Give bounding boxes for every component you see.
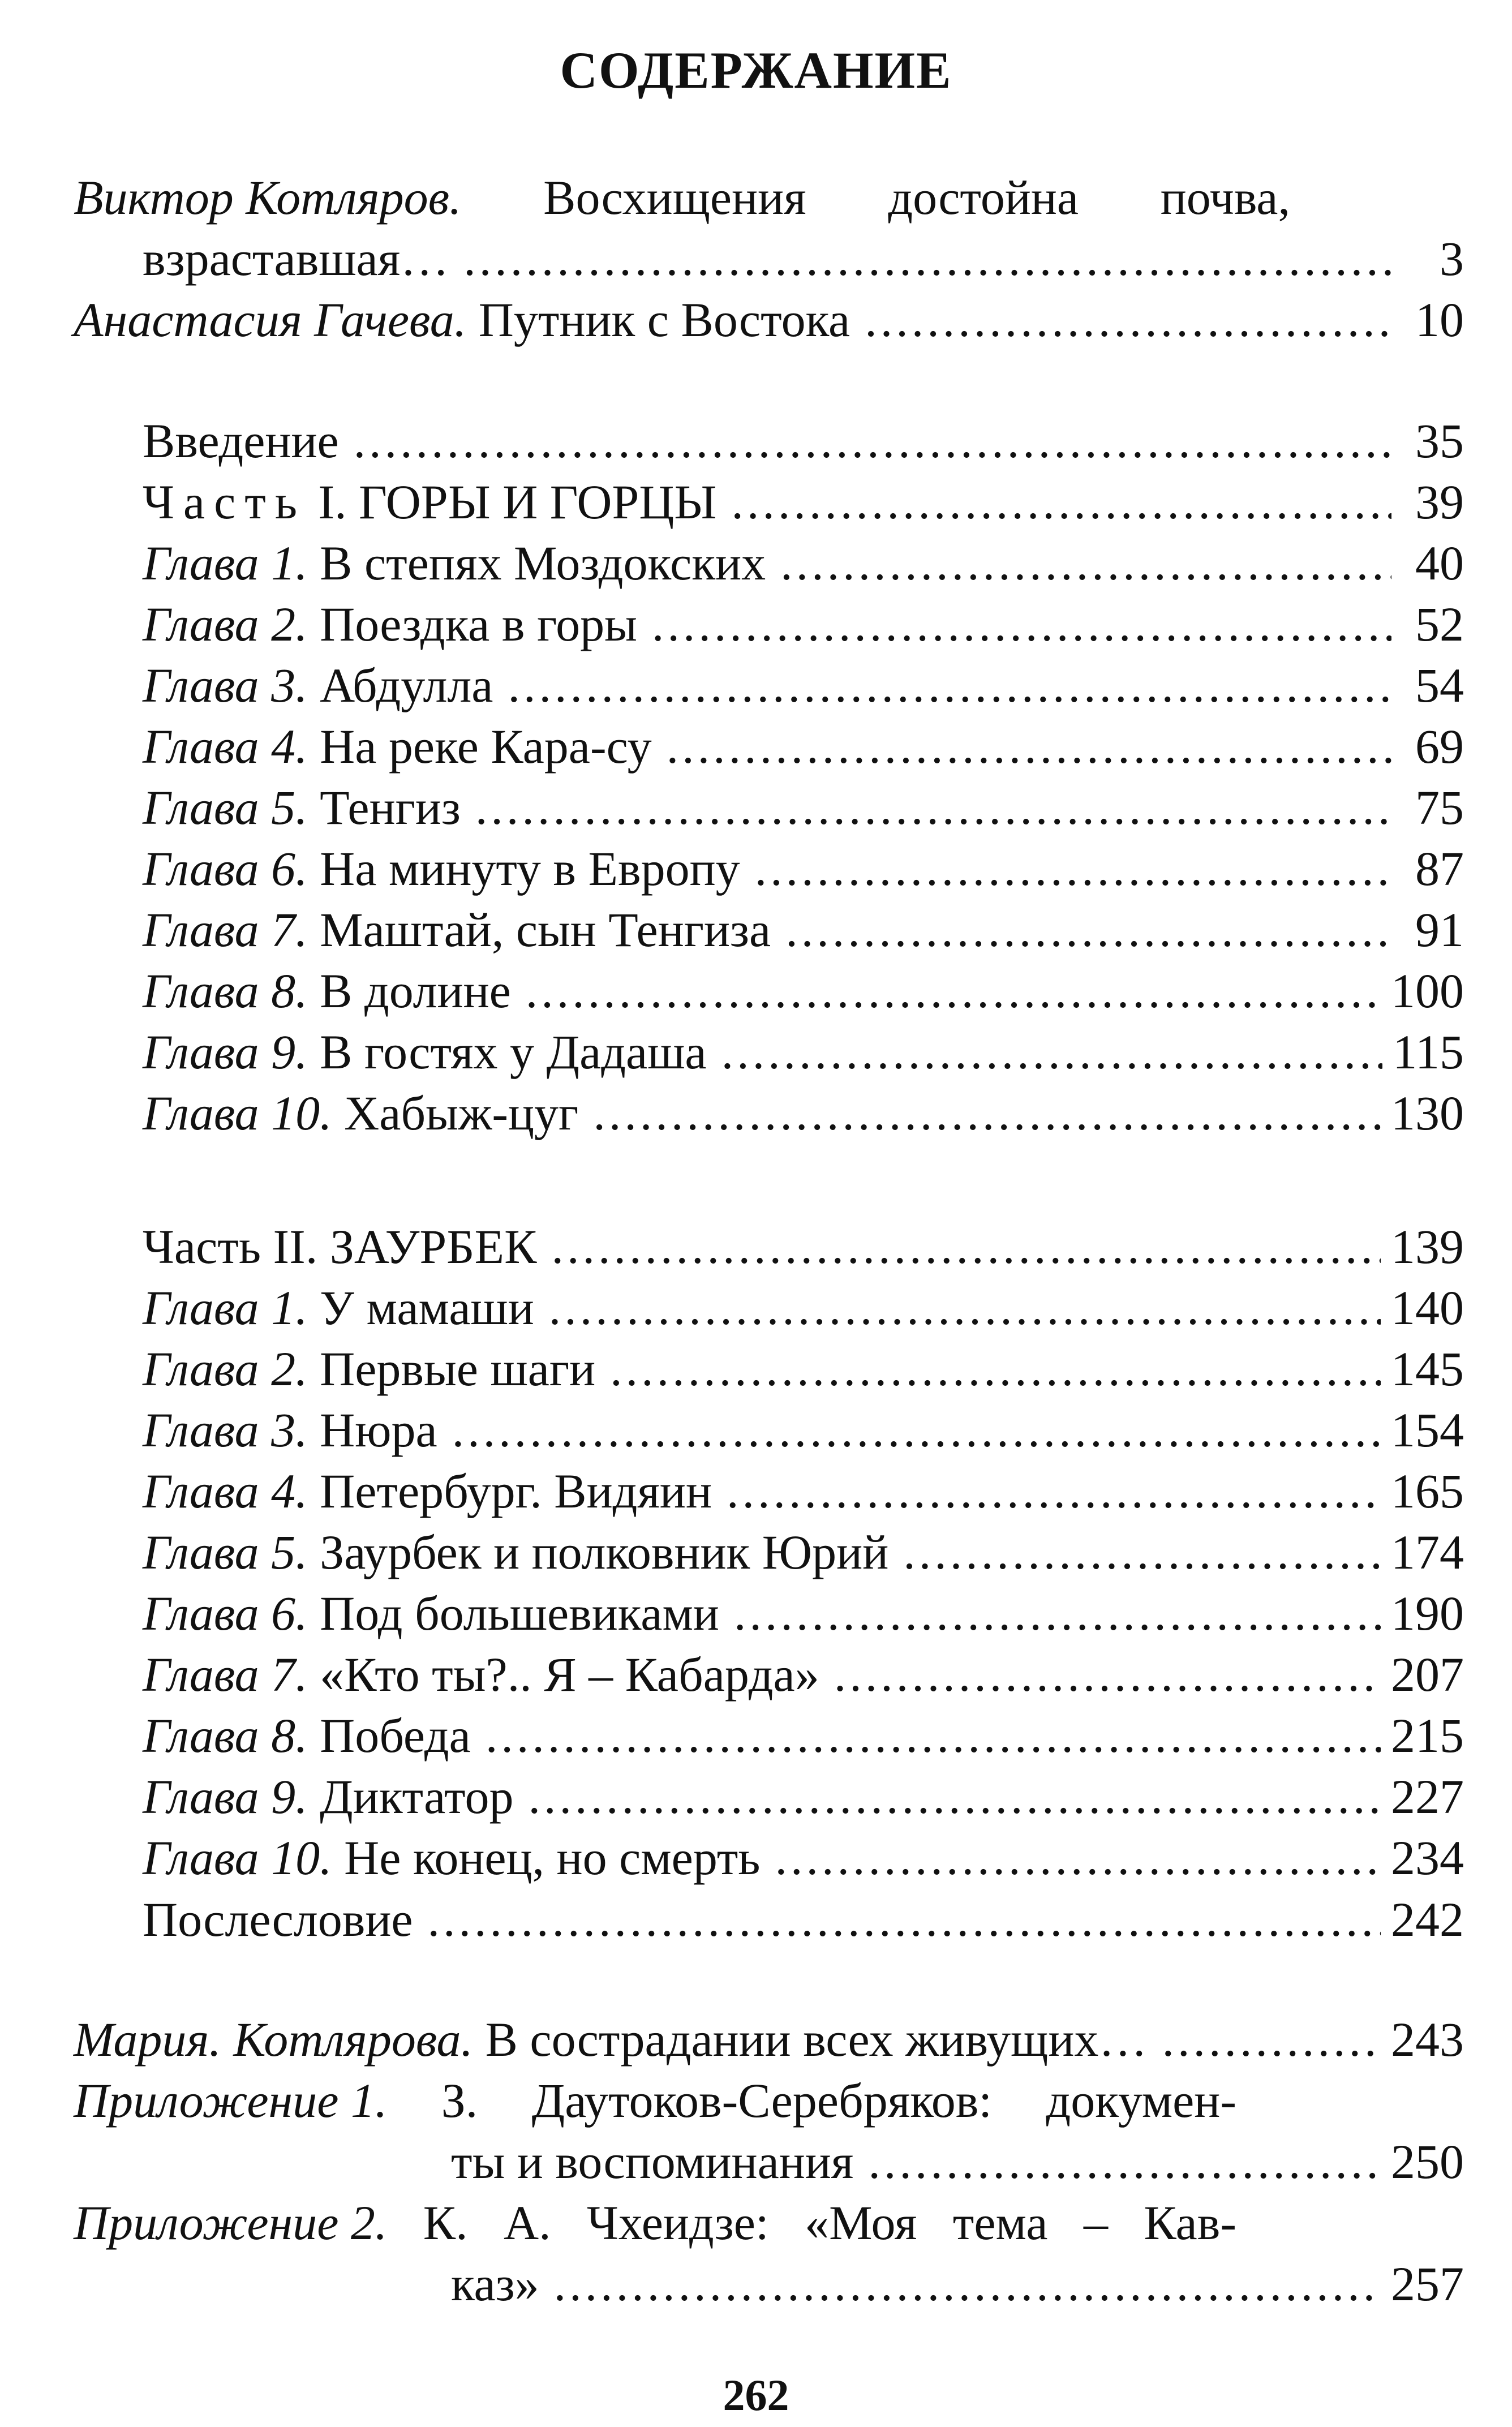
entry-title [143,781,461,835]
toc-entry-chapter [143,1342,1464,1396]
toc-entry-afterword [143,1893,1464,1947]
dot-leader [865,293,1391,347]
toc-entry-kotlyarova [74,2013,1464,2067]
chapter-title: Первые шаги [320,1342,596,1396]
title-word: – [1083,2196,1108,2250]
entry-title [143,1526,888,1579]
toc-entry-chapter [143,964,1464,1018]
page-ref: 139 [1391,1219,1464,1274]
title-word: достойна [888,170,1079,225]
toc-entry-part2 [143,1220,1464,1274]
page-ref: 39 [1415,475,1464,529]
page-title: СОДЕРЖАНИЕ [560,41,952,99]
dot-leader [593,1086,1381,1140]
chapter-title: В долине [320,964,511,1018]
page-ref: 257 [1391,2257,1464,2311]
entry-title: Введение [143,414,339,468]
entry-title [143,475,716,529]
title-word: А. [504,2196,551,2250]
chapter-number: Глава 8. [143,1708,308,1763]
chapter-title: Тенгиз [320,780,461,835]
dot-leader [529,1770,1381,1824]
chapter-title: Нюра [320,1403,437,1457]
toc-entry-chapter [143,1281,1464,1335]
dot-leader [526,964,1381,1018]
chapter-title: Хабыж-цуг [344,1086,579,1140]
entry-title [143,1342,595,1396]
chapter-number: Глава 4. [143,1464,308,1518]
entry-title [143,1464,712,1518]
toc-entry-appendix2-line2 [451,2257,1464,2311]
chapter-title: «Кто ты?.. Я – Кабарда» [320,1647,819,1702]
dot-leader [903,1526,1381,1579]
chapter-number: Глава 5. [143,1525,308,1579]
chapter-number: Глава 1. [143,1281,308,1335]
toc-entry-chapter [143,720,1464,774]
entry-title-text: В сострадании всех живущих… [485,2012,1148,2067]
chapter-number: Глава 3. [143,1403,308,1457]
entry-title [143,1770,514,1824]
entry-title [143,1086,578,1140]
toc-entry-appendix1-line2 [451,2135,1464,2189]
chapter-number: Глава 10. [143,1086,332,1140]
toc-entry-chapter [143,1709,1464,1763]
toc-entry-chapter [143,1025,1464,1079]
page-ref: 154 [1391,1403,1464,1457]
entry-title: ты и воспоминания [451,2134,854,2189]
toc-entry-part1 [143,475,1464,529]
entry-title [143,1587,719,1640]
chapter-number: Глава 5. [143,780,308,835]
chapter-number: Глава 6. [143,841,308,896]
author-name: Анастасия Гачева. [74,293,467,347]
page-ref: 174 [1391,1525,1464,1579]
page-ref: 234 [1391,1831,1464,1885]
entry-title [143,842,740,896]
dot-leader [610,1342,1381,1396]
page-ref: 52 [1415,597,1464,651]
toc-entry-chapter [143,1770,1464,1824]
entry-title [143,536,766,590]
page-ref: 165 [1391,1464,1464,1518]
entry-title [143,659,493,712]
toc-entry-chapter [143,1526,1464,1579]
toc-entry-chapter [143,1086,1464,1140]
chapter-number: Глава 7. [143,1647,308,1702]
page-ref: 87 [1415,841,1464,896]
dot-leader [486,1709,1381,1763]
part-title: I. ГОРЫ И ГОРЦЫ [318,475,717,529]
dot-leader [428,1893,1381,1947]
title-word: докумен- [1046,2073,1236,2128]
page-ref: 242 [1391,1892,1464,1947]
toc-entry-chapter [143,1648,1464,1702]
toc-entry-chapter [143,903,1464,957]
page-ref: 215 [1391,1708,1464,1763]
chapter-title: Победа [320,1708,471,1763]
title-word: почва, [1160,170,1290,225]
chapter-title: Заурбек и полковник Юрий [320,1525,889,1579]
toc-entry-appendix2-line1 [74,2196,1236,2250]
author-name: Виктор Котляров. [74,170,462,225]
chapter-title: В степях Моздокских [320,536,766,590]
entry-title [143,1709,471,1763]
page-ref: 190 [1391,1586,1464,1640]
toc-entry-chapter [143,1587,1464,1640]
toc-entry-appendix1-line1 [74,2074,1236,2128]
title-word: З. [441,2073,478,2128]
dot-leader [868,2135,1381,2189]
page-ref: 10 [1415,293,1464,347]
chapter-number: Глава 4. [143,719,308,774]
page-ref: 91 [1415,903,1464,957]
toc-entry-chapter [143,1464,1464,1518]
part-prefix: Часть [143,475,307,529]
dot-leader [780,536,1391,590]
page-ref: 3 [1440,231,1464,286]
title-word: Кав- [1144,2196,1236,2250]
dot-leader [549,1281,1381,1335]
dot-leader [667,720,1391,774]
dot-leader [731,475,1391,529]
page-ref: 145 [1391,1342,1464,1396]
chapter-number: Глава 9. [143,1769,308,1824]
chapter-title: На минуту в Европу [320,841,740,896]
chapter-title: Поездка в горы [320,597,637,651]
dot-leader [652,598,1391,651]
entry-title [74,2013,1147,2067]
chapter-number: Глава 2. [143,1342,308,1396]
chapter-number: Глава 3. [143,658,308,712]
page-ref: 140 [1391,1281,1464,1335]
toc-entry-chapter [143,781,1464,835]
page-ref: 130 [1391,1086,1464,1140]
toc-entry-chapter [143,1831,1464,1885]
entry-title [143,598,637,651]
page-ref: 75 [1415,780,1464,835]
author-name: Мария. Котлярова. [74,2012,474,2067]
entry-title [143,1831,761,1885]
toc-entry-gacheva [74,293,1464,347]
dot-leader [463,232,1391,286]
appendix-label: Приложение 1. [74,2073,388,2128]
entry-title [143,1281,534,1335]
page-ref: 207 [1391,1647,1464,1702]
dot-leader [721,1025,1383,1079]
dot-leader [475,781,1391,835]
toc-entry-chapter [143,598,1464,651]
dot-leader [551,1220,1381,1274]
page-ref: 69 [1415,719,1464,774]
entry-title: Послесловие [143,1892,413,1947]
chapter-number: Глава 2. [143,597,308,651]
toc-entry-chapter [143,1403,1464,1457]
entry-title-text: Путник с Востока [478,293,850,347]
page-ref: 54 [1415,658,1464,712]
toc-entry-introduction [143,414,1464,468]
chapter-number: Глава 7. [143,903,308,957]
title-word: Даутоков-Серебряков: [531,2073,993,2128]
chapter-number: Глава 9. [143,1025,308,1079]
page-ref: 100 [1391,964,1464,1018]
chapter-number: Глава 8. [143,964,308,1018]
chapter-title: Под большевиками [320,1586,719,1640]
entry-title: Часть II. ЗАУРБЕК [143,1219,537,1274]
dot-leader [452,1403,1381,1457]
dot-leader [734,1587,1381,1640]
chapter-title: В гостях у Дадаша [320,1025,707,1079]
chapter-title: На реке Кара-су [320,719,652,774]
page-ref: 40 [1415,536,1464,590]
entry-title [143,1648,819,1702]
page-ref: 115 [1393,1025,1464,1079]
dot-leader [508,659,1391,712]
title-word: «Моя [805,2196,917,2250]
entry-title [143,1025,707,1079]
title-word: Чхеидзе: [587,2196,769,2250]
chapter-title: Петербург. Видяин [320,1464,712,1518]
dot-leader [775,1831,1381,1885]
entry-title [143,1403,437,1457]
page-ref: 35 [1415,414,1464,468]
dot-leader [354,414,1391,468]
dot-leader [755,842,1391,896]
title-word: К. [423,2196,468,2250]
title-word: Восхищения [543,170,806,225]
dot-leader [834,1648,1381,1702]
chapter-title: Диктатор [320,1769,514,1824]
dot-leader [1162,2013,1381,2067]
dot-leader [554,2257,1381,2311]
chapter-number: Глава 10. [143,1831,332,1885]
chapter-number: Глава 6. [143,1586,308,1640]
dot-leader [785,903,1391,957]
toc-entry-chapter [143,842,1464,896]
appendix-label: Приложение 2. [74,2196,388,2250]
toc-entry-kotlyarov-line1 [74,171,1290,225]
toc-entry-chapter [143,536,1464,590]
chapter-number: Глава 1. [143,536,308,590]
page-number: 262 [723,2370,789,2420]
toc-entry-chapter [143,659,1464,712]
title-word: тема [952,2196,1048,2250]
entry-title: взраставшая… [143,231,449,286]
entry-title [143,720,652,774]
page-ref: 243 [1391,2012,1464,2067]
chapter-title: Не конец, но смерть [344,1831,761,1885]
toc-entry-kotlyarov-line2 [143,232,1464,286]
entry-title: каз» [451,2257,539,2311]
chapter-title: У мамаши [320,1281,534,1335]
page-ref: 227 [1391,1769,1464,1824]
chapter-title: Абдулла [320,658,493,712]
entry-title [74,293,850,347]
entry-title [143,903,771,957]
dot-leader [727,1464,1381,1518]
page-ref: 250 [1391,2134,1464,2189]
entry-title [143,964,511,1018]
chapter-title: Маштай, сын Тенгиза [320,903,771,957]
